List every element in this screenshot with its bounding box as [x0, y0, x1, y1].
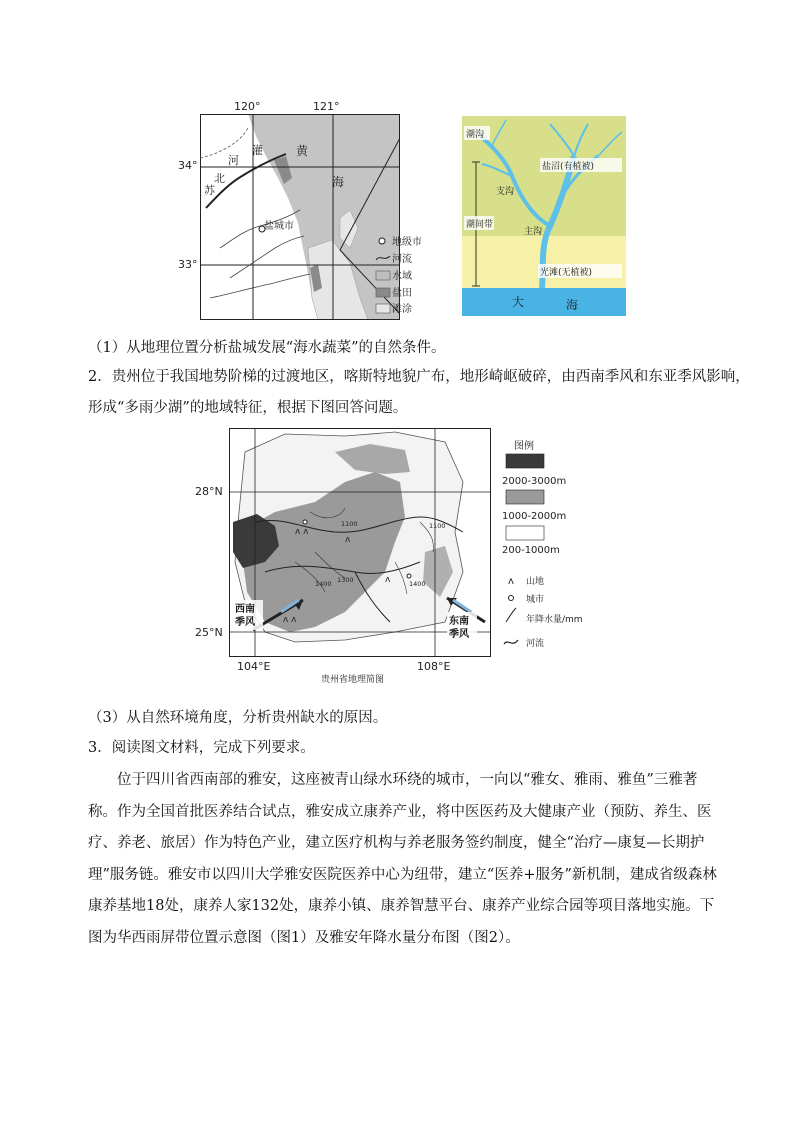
lon-label-104: 104°E	[237, 660, 271, 673]
isohyet-label: 1100	[341, 520, 358, 528]
place-label-huang: 黄	[296, 144, 309, 158]
mountain-icon: ʌ	[385, 575, 391, 585]
lat-label-34: 34°	[178, 159, 198, 172]
legend-label-river: 河流	[392, 254, 412, 265]
river-icon	[376, 256, 390, 260]
isohyet-label: 1400	[409, 580, 426, 588]
lon-label-108: 108°E	[417, 660, 451, 673]
lon-label-120: 120°	[234, 100, 261, 113]
legend-label: 山地	[526, 577, 545, 587]
province-border	[200, 128, 248, 158]
swatch-2000-3000	[506, 454, 544, 468]
isohyet-icon	[506, 608, 516, 622]
place-label-hai: 海	[332, 175, 345, 189]
label-flat: 光滩(无植被)	[540, 268, 593, 278]
question-1: （1）从地理位置分析盐城发展“海水蔬菜”的自然条件。	[88, 340, 446, 356]
label-main: 主沟	[524, 227, 543, 237]
legend-title: 图例	[514, 441, 534, 452]
swatch-1000-2000	[506, 490, 544, 504]
place-label-guan: 灌	[252, 144, 263, 157]
isohyet-label: 1300	[337, 576, 354, 584]
monsoon-label: 西南	[235, 604, 255, 615]
mountain-icon: ʌ ʌ	[283, 615, 297, 625]
label-branch: 支沟	[496, 187, 515, 197]
label-intertidal: 潮间带	[466, 220, 494, 230]
place-label-bei: 北	[214, 172, 225, 185]
city-icon	[509, 596, 514, 601]
tidal-channel-diagram	[462, 116, 626, 316]
question-2-line2: 形成“多雨少湖”的地域特征，根据下图回答问题。	[88, 400, 408, 416]
map1-legend	[372, 232, 442, 318]
label-sea-hai: 海	[566, 298, 579, 312]
legend-label: 1000-2000m	[502, 511, 567, 522]
place-label-su: 苏	[204, 184, 215, 197]
label-sea-da: 大	[512, 295, 525, 309]
city-icon	[379, 238, 385, 244]
monsoon-label: 东南	[449, 616, 469, 627]
question-2-line1: 2．贵州位于我国地势阶梯的过渡地区，喀斯特地貌广布，地形崎岖破碎，由西南季风和东亚季风影响，	[88, 369, 750, 385]
label-gully: 潮沟	[466, 130, 485, 140]
lat-label-28: 28°N	[195, 485, 223, 498]
lon-label-121: 121°	[313, 100, 340, 113]
legend-label: 年降水量/mm	[526, 615, 583, 625]
legend-label-mudflat: 滩涂	[392, 304, 412, 315]
map2-legend	[500, 440, 610, 656]
water-swatch	[376, 271, 390, 280]
guizhou-map	[195, 422, 495, 686]
river	[230, 236, 304, 278]
monsoon-label: 季风	[235, 617, 255, 628]
legend-label-city: 地级市	[392, 237, 422, 248]
question-4-title: 3．阅读图文材料，完成下列要求。	[88, 740, 315, 756]
legend-label: 河流	[526, 639, 545, 649]
label-marsh: 盐沼(有植被)	[542, 162, 595, 172]
city-icon	[407, 574, 411, 578]
swatch-200-1000	[506, 526, 544, 540]
mountain-icon: ʌ	[508, 576, 514, 587]
sea-band	[462, 288, 626, 316]
map2-caption: 贵州省地理简图	[321, 675, 385, 685]
lat-label-33: 33°	[178, 258, 198, 271]
yancheng-map	[200, 98, 400, 320]
monsoon-label: 季风	[449, 629, 469, 640]
place-label-he: 河	[228, 154, 239, 167]
legend-label: 200-1000m	[502, 545, 560, 556]
material-paragraph: 位于四川省西南部的雅安，这座被青山绿水环绕的城市，一向以“雅女、雅雨、雅鱼”三雅著称。作为全国首批医养结合试点，雅安成立康养产业，将中医医药及大健康产业（预防、养生、医疗、养老、旅居）作为特色产业，建立医疗机构与养老服务签约制度，健全“治疗—康复—长期护理”服务链。雅安市以四川大学雅安医院医养中心为纽带，建立“医养+服务”新机制，建成省级森林康养基地18处，康养人家132处，康养小镇、康养智慧平台、康养产业综合园等项目落地实施。下图为华西雨屏带位置示意图（图1）及雅安年降水量分布图（图2）。	[88, 772, 717, 946]
saltfield-swatch	[376, 288, 390, 297]
lat-label-25: 25°N	[195, 626, 223, 639]
lat-labels-map1	[178, 155, 204, 275]
place-label-yancheng: 盐城市	[264, 221, 294, 232]
river-icon	[504, 640, 518, 644]
mudflat-swatch	[376, 304, 390, 313]
legend-label-water: 水域	[392, 271, 412, 282]
legend-label: 城市	[526, 595, 545, 605]
river	[210, 274, 310, 298]
legend-label: 2000-3000m	[502, 476, 567, 487]
legend-label-saltfield: 盐田	[392, 288, 412, 299]
city-icon	[303, 520, 307, 524]
mountain-icon: ʌ ʌ	[295, 527, 309, 537]
mountain-icon: ʌ	[345, 535, 351, 545]
isohyet-label: 1100	[429, 522, 446, 530]
isohyet-label: 1400	[315, 580, 332, 588]
question-3: （3）从自然环境角度，分析贵州缺水的原因。	[88, 710, 388, 726]
